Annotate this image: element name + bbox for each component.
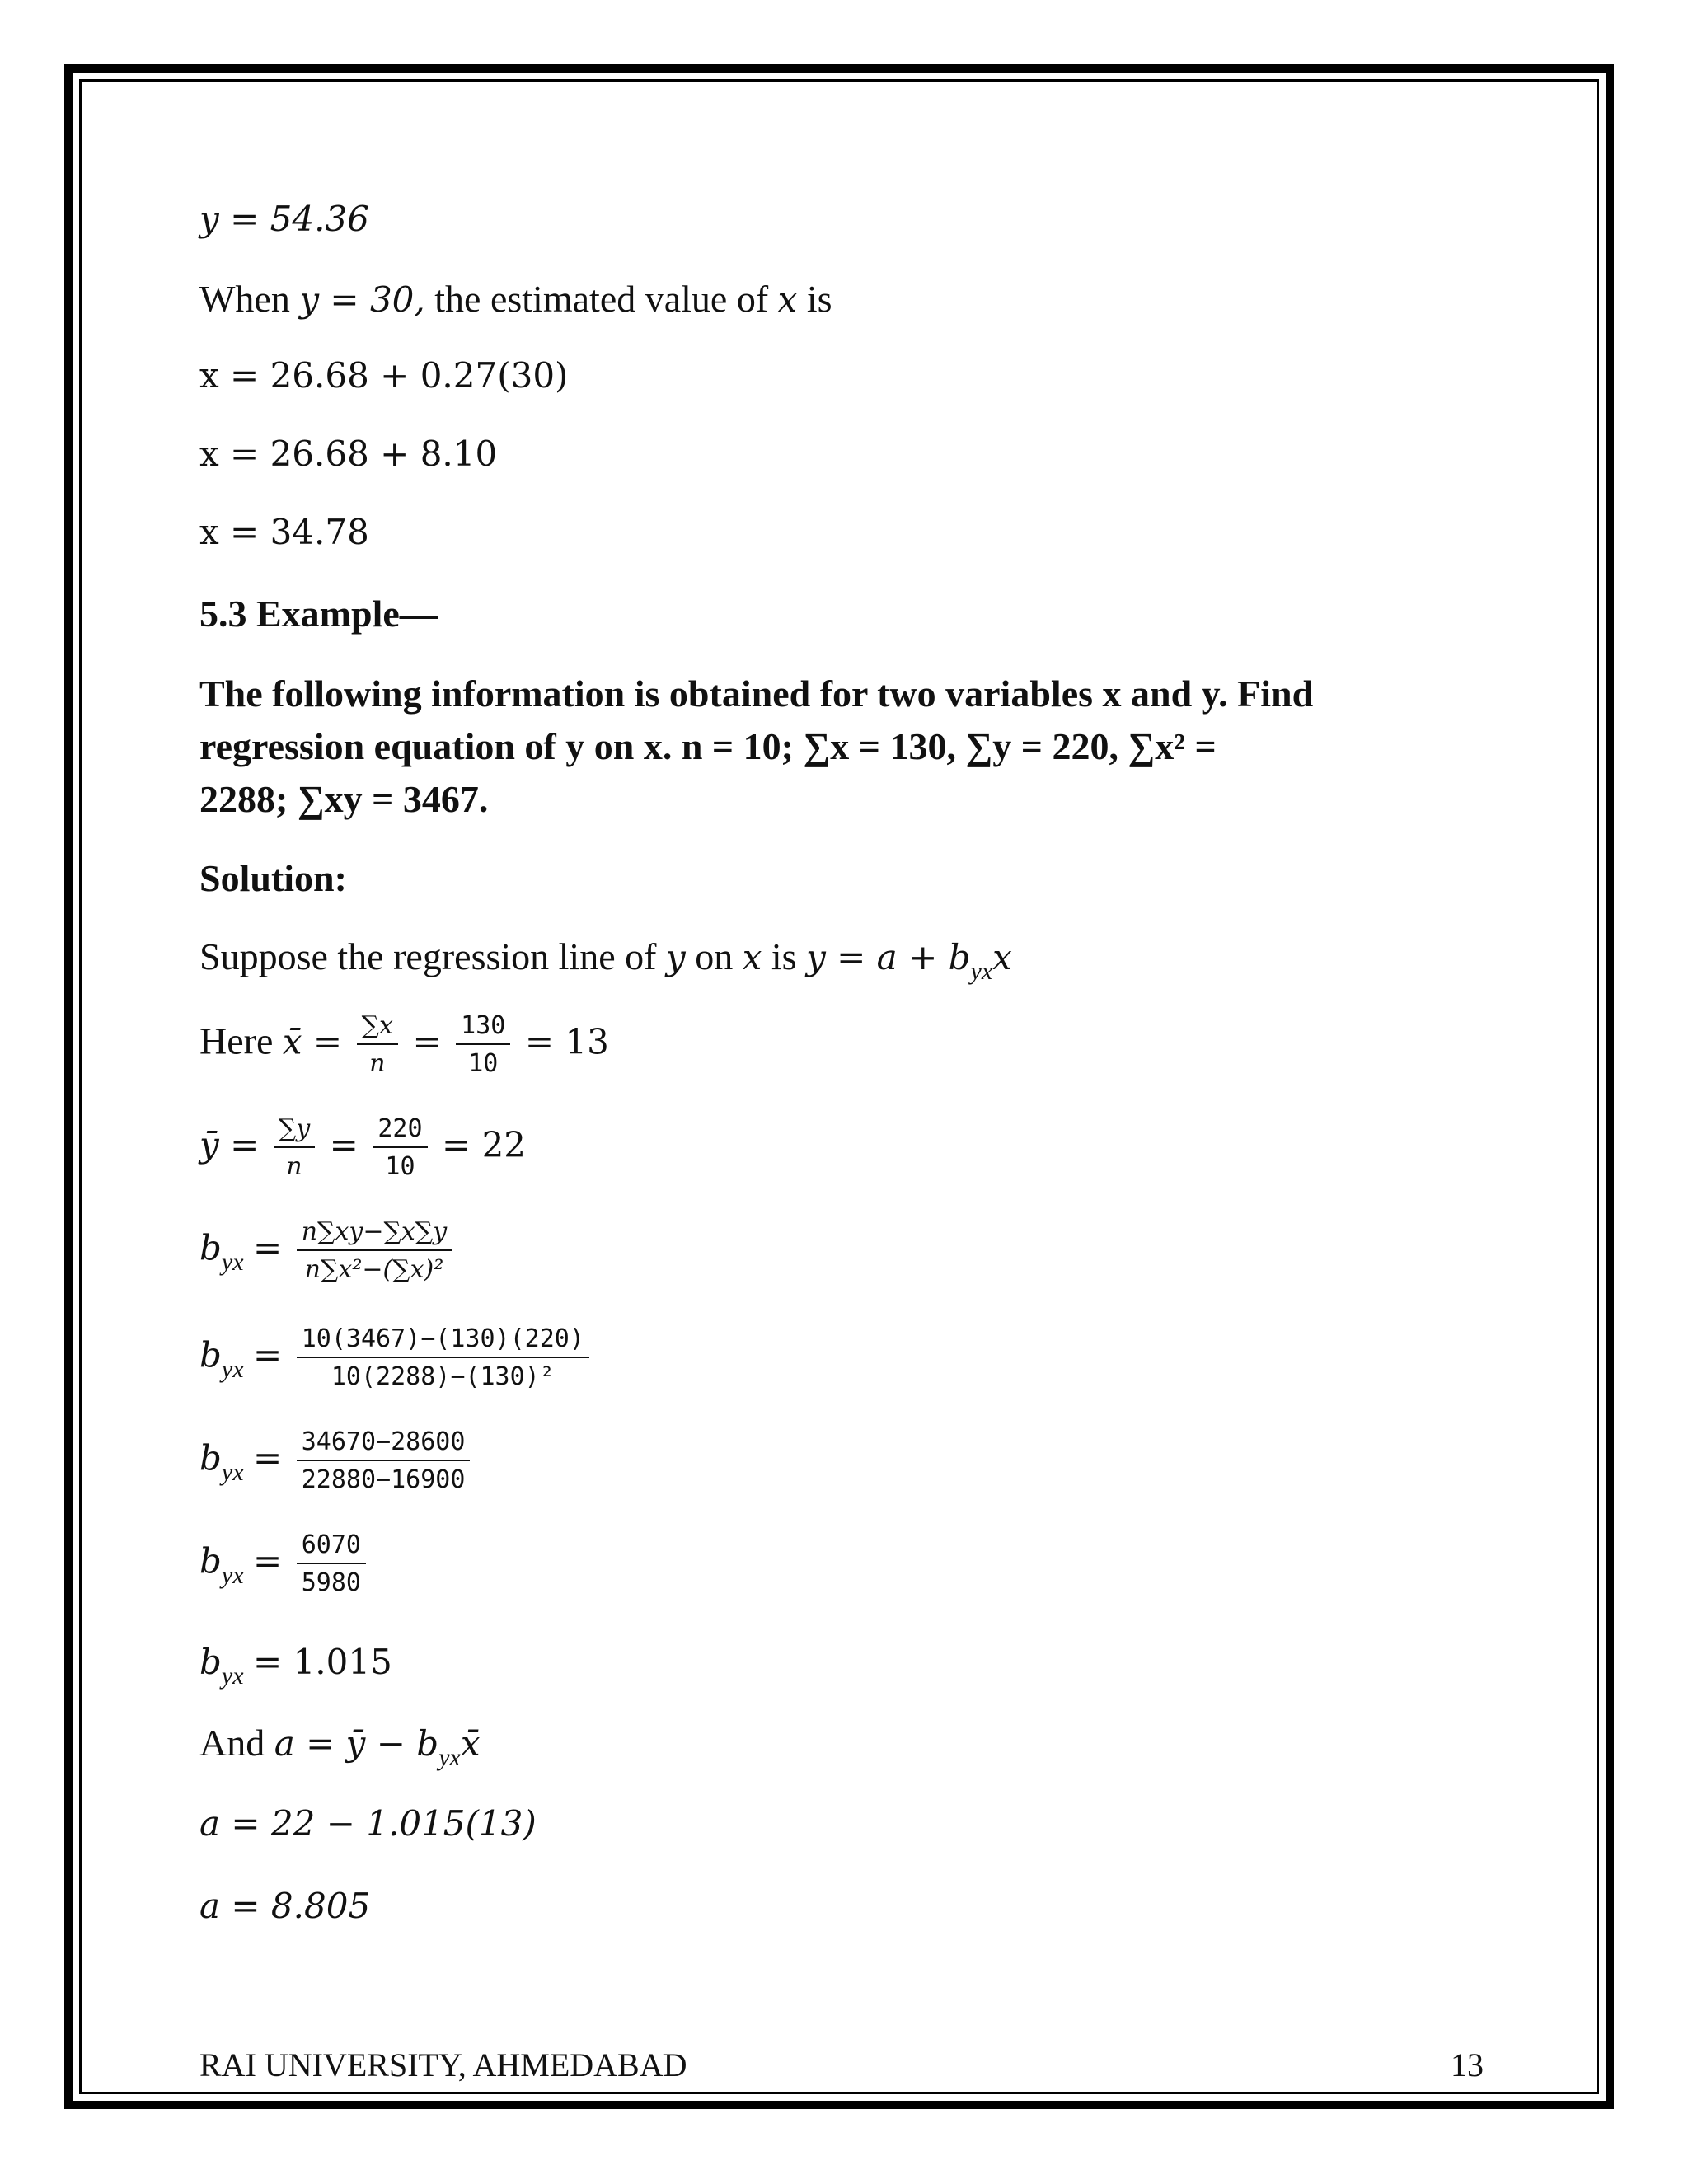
sentence-math: y xyxy=(665,937,686,977)
byx-substitution: $b_{yx}$ = $\frac{10(3467)-(130)(220)}{\text{10(2288)−(130)²}}$ xyxy=(199,1327,594,1390)
byx-fraction: $b_{yx}$ = $\frac{6070}{5980}$ xyxy=(199,1533,371,1596)
xbar-equation: Here x̄ = $\frac{\sum x}{n}$ = $\frac{130}{10}$ = 13 xyxy=(199,1011,609,1078)
and-label: And xyxy=(199,1722,265,1764)
equation-x-result: x = 34.78 xyxy=(199,512,369,552)
suppose-sentence xyxy=(199,935,1012,985)
sentence-text: the estimated value of xyxy=(434,278,769,320)
here-label: Here xyxy=(199,1019,274,1062)
fraction: $\frac{n\sum xy-\sum x\sum y}{\text{n∑x²−(∑x)²}}$ xyxy=(297,1220,452,1282)
fraction: $\frac{130}{10}$ xyxy=(456,1014,510,1076)
fraction: $\frac{34670-28600}{22880-16900}$ xyxy=(297,1430,471,1493)
sentence-text: is xyxy=(771,935,797,977)
byx-simplified: $b_{yx}$ = $\frac{34670-28600}{22880-16900}$ xyxy=(199,1430,475,1493)
byx-result: $b_{yx} = 1.015$ xyxy=(199,1642,392,1690)
sentence-math: x xyxy=(742,937,762,977)
sentence-math: x xyxy=(777,279,798,320)
ybar-equation: ȳ = $\frac{\sum y}{n}$ = $\frac{220}{10}$ = 22 xyxy=(199,1114,527,1181)
page-number: 13 xyxy=(1451,2046,1484,2083)
a-formula: And a = ȳ − $b_{yx}x̄$ xyxy=(199,1722,481,1771)
fraction: $\frac{\sum y}{n}$ xyxy=(274,1117,315,1179)
ybar-result: = 22 xyxy=(442,1124,527,1165)
sentence-math: y = a + b xyxy=(806,937,971,977)
equation-x-step1: x = 26.68 + 0.27(30) xyxy=(199,355,569,396)
fraction: $\frac{10(3467)-(130)(220)}{\text{10(2288)−(130)²}}$ xyxy=(297,1327,589,1390)
solution-heading: Solution: xyxy=(199,857,347,899)
problem-line: 2288; ∑xy = 3467. xyxy=(199,778,489,820)
example-problem xyxy=(199,668,1353,826)
sentence-text: on xyxy=(695,935,734,977)
footer-university: RAI UNIVERSITY, AHMEDABAD xyxy=(199,2046,687,2083)
sentence-text: Suppose the regression line of xyxy=(199,935,657,977)
example-heading: 5.3 Example— xyxy=(199,593,438,635)
problem-line: The following information is obtained for two variables x and y. Find xyxy=(199,673,1314,715)
problem-line: regression equation of y on x. n = 10; ∑x = 130, ∑y = 220, ∑x² = xyxy=(199,725,1217,767)
sentence-text: is xyxy=(806,278,832,320)
fraction: $\frac{220}{10}$ xyxy=(373,1117,427,1179)
sentence-math: x xyxy=(992,937,1012,977)
equation-x-step2: x = 26.68 + 8.10 xyxy=(199,434,498,474)
sentence-text: When xyxy=(199,278,290,320)
a-calculation: a = 22 − 1.015(13) xyxy=(199,1803,537,1844)
byx-formula: $b_{yx}$ = $\frac{n\sum xy-\sum x\sum y}{\text{n∑x²−(∑x)²}}$ xyxy=(199,1220,457,1282)
xbar-lhs: x̄ = xyxy=(282,1021,343,1062)
ybar-lhs: ȳ = xyxy=(199,1124,260,1165)
fraction: $\frac{6070}{5980}$ xyxy=(297,1533,366,1596)
estimation-sentence xyxy=(199,280,832,318)
a-result: a = 8.805 xyxy=(199,1886,371,1926)
equation-y-value: y = 54.36 xyxy=(199,199,369,239)
xbar-result: = 13 xyxy=(524,1021,609,1062)
fraction: $\frac{\sum x}{n}$ xyxy=(357,1014,398,1076)
sentence-math: y = 30, xyxy=(299,279,425,320)
subscript: yx xyxy=(970,958,993,985)
